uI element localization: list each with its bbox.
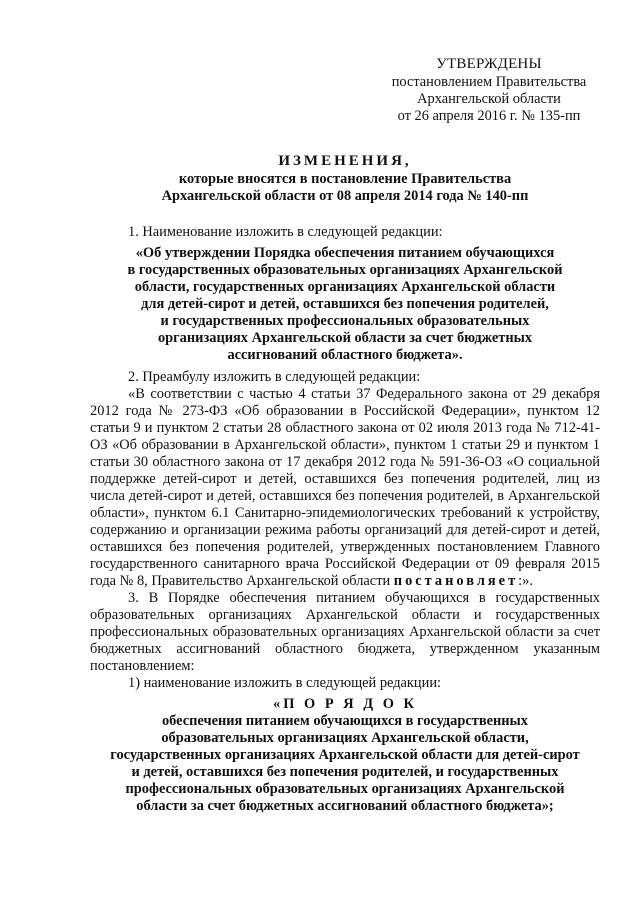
decree-tail: :».	[518, 573, 533, 589]
order-line: образовательных организациях Архангельской области,	[161, 730, 529, 746]
quote-line: «Об утверждении Порядка обеспечения питанием обучающихся	[135, 245, 555, 261]
decree-word: постановляет	[393, 573, 519, 589]
approval-line-3: от 26 апреля 2016 г. № 135-пп	[397, 108, 581, 124]
order-line: области за счет бюджетных ассигнований областного бюджета»;	[136, 798, 554, 814]
order-line: и детей, оставшихся без попечения родителей, и государственных	[131, 764, 559, 780]
order-line: профессиональных образовательных организациях Архангельской	[125, 781, 565, 797]
document-title: ИЗМЕНЕНИЯ,	[278, 153, 412, 169]
approval-stamp	[378, 56, 600, 125]
item-2-preamble	[90, 386, 600, 590]
order-subtitle	[90, 713, 600, 815]
quote-line: организациях Архангельской области за счет бюджетных	[157, 330, 533, 346]
quote-line: для детей-сирот и детей, оставшихся без попечения родителей,	[141, 296, 549, 312]
approval-title: УТВЕРЖДЕНЫ	[436, 56, 542, 72]
order-line: государственных организациях Архангельской области для детей-сирот	[110, 747, 580, 763]
order-line: обеспечения питанием обучающихся в государственных	[161, 713, 528, 729]
item-2-text: 2. Преамбулу изложить в следующей редакции:	[128, 369, 421, 385]
document-subtitle	[90, 171, 600, 205]
quote-line: и государственных профессиональных образовательных	[160, 313, 530, 329]
item-1-quote	[90, 245, 600, 364]
approval-line-2: Архангельской области	[417, 91, 561, 107]
item-3-sub-1: 1) наименование изложить в следующей редакции:	[128, 675, 442, 691]
item-1-text: 1. Наименование изложить в следующей редакции:	[128, 224, 443, 240]
quote-line: в государственных образовательных организациях Архангельской	[127, 262, 563, 278]
item-3-text: 3. В Порядке обеспечения питанием обучающихся в государственных образовательных организациях Архангельской области и государственных профессиональных образовательных организациях Архангельской области за счет бюджетных ассигнований областного бюджета, утвержденном указанным постановлением:	[90, 590, 600, 674]
quote-line: области, государственных организациях Архангельской области	[134, 279, 556, 295]
approval-line-1: постановлением Правительства	[391, 74, 587, 90]
subtitle-line-2: Архангельской области от 08 апреля 2014 года № 140-пп	[161, 188, 529, 204]
preamble-text: «В соответствии с частью 4 статьи 37 Федерального закона от 29 декабря 2012 года № 273-ФЗ «Об образовании в Российской Федерации», пунктом 12 статьи 9 и пунктом 2 статьи 28 областного закона от 02 июля 2013 года № 712-41-ОЗ «Об образовании в Архангельской области», пунктом 1 статьи 29 и пунктом 1 статьи 30 областного закона от 17 декабря 2012 года № 591-36-ОЗ «О социальной поддержке детей-сирот и детей, оставшихся без попечения родителей, лиц из числа детей-сирот и детей, оставшихся без попечения родителей, в Архангельской области», пунктом 6.1 Санитарно-эпидемиологических требований к устройству, содержанию и организации режима работы организаций для детей-сирот и детей, оставшихся без попечения родителей, утвержденных постановлением Главного государственного санитарного врача Российской Федерации от 09 февраля 2015 года № 8, Правительство Архангельской области	[90, 386, 600, 589]
subtitle-line-1: которые вносятся в постановление Правительства	[178, 171, 512, 187]
quote-line: ассигнований областного бюджета».	[227, 347, 463, 363]
order-title: «П О Р Я Д О К	[273, 696, 417, 712]
